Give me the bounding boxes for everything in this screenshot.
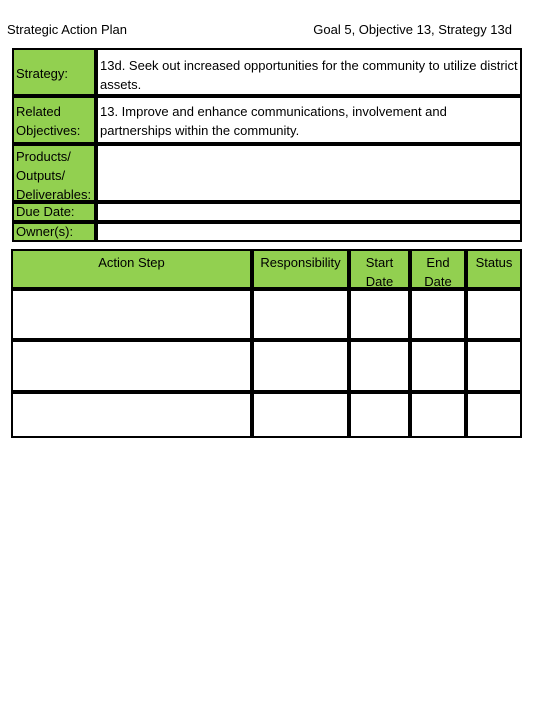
header-start-date: Start Date (349, 249, 410, 289)
header-end-date: End Date (410, 249, 466, 289)
due-date-value[interactable] (96, 202, 522, 222)
due-date-label: Due Date: (12, 202, 96, 222)
header-responsibility: Responsibility (252, 249, 349, 289)
table-cell-end-date[interactable] (410, 289, 466, 340)
table-cell-status[interactable] (466, 289, 522, 340)
table-cell-start-date[interactable] (349, 340, 410, 392)
table-cell-status[interactable] (466, 340, 522, 392)
table-cell-status[interactable] (466, 392, 522, 438)
header-status: Status (466, 249, 522, 289)
owner-value[interactable] (96, 222, 522, 242)
goal-reference: Goal 5, Objective 13, Strategy 13d (313, 22, 512, 37)
table-cell-start-date[interactable] (349, 289, 410, 340)
page-title: Strategic Action Plan (7, 22, 127, 37)
products-label: Products/ Outputs/ Deliverables: (12, 144, 96, 202)
table-cell-action-step[interactable] (11, 340, 252, 392)
table-cell-action-step[interactable] (11, 289, 252, 340)
table-cell-start-date[interactable] (349, 392, 410, 438)
table-cell-end-date[interactable] (410, 340, 466, 392)
table-cell-action-step[interactable] (11, 392, 252, 438)
table-cell-responsibility[interactable] (252, 289, 349, 340)
table-cell-responsibility[interactable] (252, 340, 349, 392)
strategy-label: Strategy: (12, 48, 96, 96)
table-cell-end-date[interactable] (410, 392, 466, 438)
owner-label: Owner(s): (12, 222, 96, 242)
header-action-step: Action Step (11, 249, 252, 289)
related-objectives-value[interactable]: 13. Improve and enhance communications, involvement and partnerships within the community. (96, 96, 522, 144)
strategy-value[interactable]: 13d. Seek out increased opportunities for the community to utilize district assets. (96, 48, 522, 96)
products-value[interactable] (96, 144, 522, 202)
table-cell-responsibility[interactable] (252, 392, 349, 438)
related-objectives-label: Related Objectives: (12, 96, 96, 144)
